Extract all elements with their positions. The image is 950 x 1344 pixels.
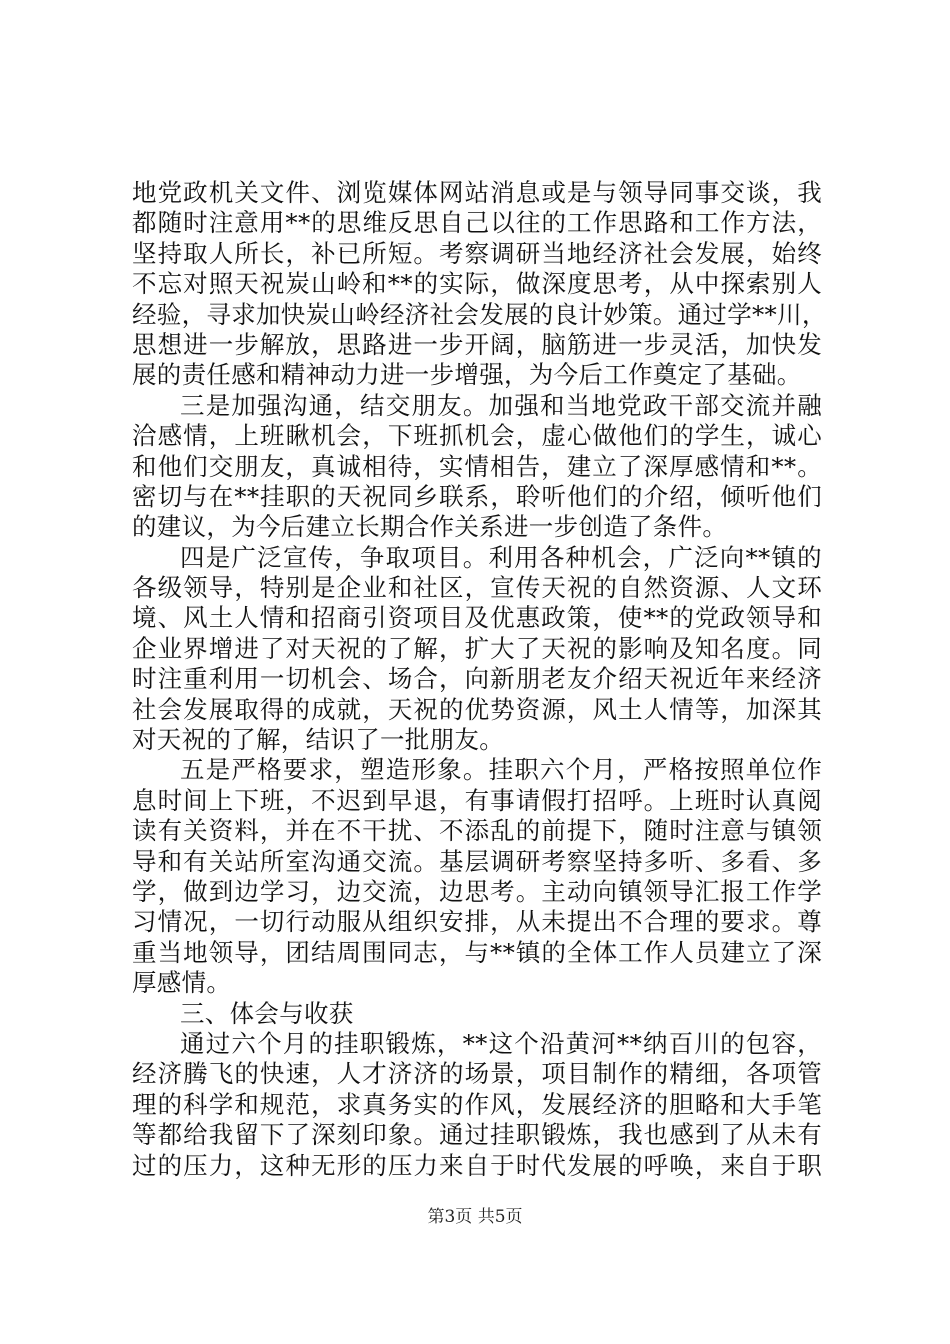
text-line: 都随时注意用**的思维反思自己以往的工作思路和工作方法， [132,208,822,238]
text-line: 的建议，为今后建立长期合作关系进一步创造了条件。 [132,512,728,542]
text-line: 社会发展取得的成就，天祝的优势资源，风土人情等，加深其 [132,694,822,724]
text-line: 洽感情，上班瞅机会，下班抓机会，虚心做他们的学生，诚心 [132,421,822,451]
text-line: 过的压力，这种无形的压力来自于时代发展的呼唤，来自于职 [132,1150,822,1180]
text-line: 展的责任感和精神动力进一步增强，为今后工作奠定了基础。 [132,360,802,390]
text-line: 经济腾飞的快速，人才济济的场景，项目制作的精细，各项管 [132,1059,822,1089]
text-line: 通过六个月的挂职锻炼，**这个沿黄河**纳百川的包容， [180,1028,822,1058]
text-line: 思想进一步解放，思路进一步开阔，脑筋进一步灵活，加快发 [132,329,822,359]
text-line: 厚感情。 [132,968,232,998]
text-line: 地党政机关文件、浏览媒体网站消息或是与领导同事交谈，我 [132,178,822,207]
text-line: 时注重利用一切机会、场合，向新朋老友介绍天祝近年来经济 [132,664,822,694]
text-line: 对天祝的了解，结识了一批朋友。 [132,725,504,755]
text-line: 企业界增进了对天祝的了解，扩大了天祝的影响及知名度。同 [132,633,822,663]
text-line: 学，做到边学习，边交流，边思考。主动向镇领导汇报工作学 [132,876,822,906]
body-text [132,178,827,1181]
text-line: 五是严格要求，塑造形象。挂职六个月，严格按照单位作 [180,755,822,785]
text-line: 读有关资料，并在不干扰、不添乱的前提下，随时注意与镇领 [132,816,822,846]
text-line: 习情况，一切行动服从组织安排，从未提出不合理的要求。尊 [132,907,822,937]
text-line: 息时间上下班，不迟到早退，有事请假打招呼。上班时认真阅 [132,785,822,815]
text-line: 经验，寻求加快炭山岭经济社会发展的良计妙策。通过学**川， [132,299,827,329]
page-footer: 第3页 共5页 [427,1207,523,1227]
text-line: 不忘对照天祝炭山岭和**的实际，做深度思考，从中探索别人 [132,269,822,299]
text-line: 三是加强沟通，结交朋友。加强和当地党政干部交流并融 [180,390,822,420]
text-line: 等都给我留下了深刻印象。通过挂职锻炼，我也感到了从未有 [132,1120,822,1150]
text-line: 和他们交朋友，真诚相待，实情相告，建立了深厚感情和**。 [132,451,822,481]
text-line: 境、风土人情和招商引资项目及优惠政策，使**的党政领导和 [132,603,822,633]
text-line: 理的科学和规范，求真务实的作风，发展经济的胆略和大手笔 [132,1089,822,1119]
text-line: 导和有关站所室沟通交流。基层调研考察坚持多听、多看、多 [132,846,822,876]
text-line: 各级领导，特别是企业和社区，宣传天祝的自然资源、人文环 [132,573,822,603]
text-line: 三、体会与收获 [180,998,354,1028]
text-line: 四是广泛宣传，争取项目。利用各种机会，广泛向**镇的 [180,542,822,572]
text-line: 重当地领导，团结周围同志，与**镇的全体工作人员建立了深 [132,937,822,967]
text-line: 密切与在**挂职的天祝同乡联系，聆听他们的介绍，倾听他们 [132,481,822,511]
text-line: 坚持取人所长，补已所短。考察调研当地经济社会发展，始终 [132,238,822,268]
